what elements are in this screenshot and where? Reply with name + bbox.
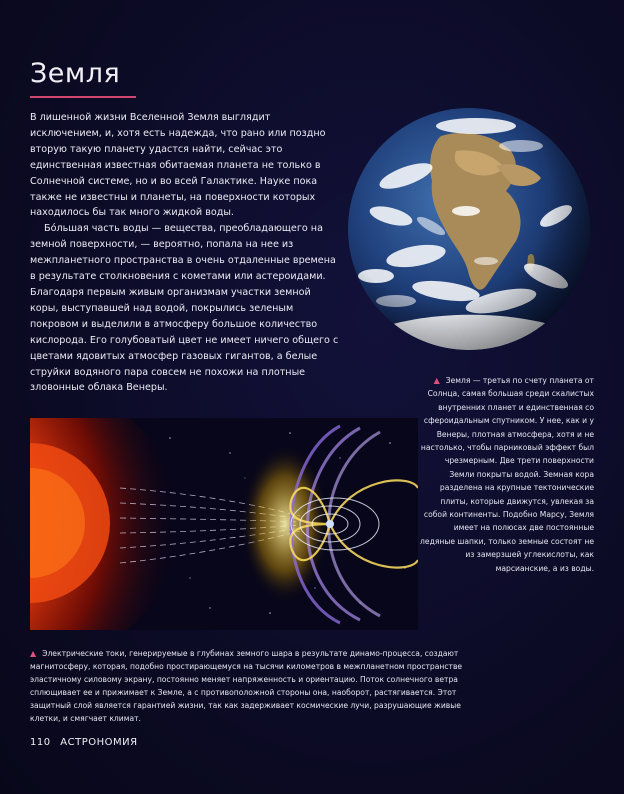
earth-caption-text: Земля — третья по счету планета от Солнца, самая большая среди скалистых внутренних планет и единственная со сфероидальным спутником. У нее, как и у Венеры, плотная атмосфера, хотя и не настолько, чтобы парниковый эффект был чрезмерным. Две трети поверхности Земли покрыты водой. Земная кора разделена на крупные тектонические плиты, которые движутся, увлекая за собой континенты. Подобно Марсу, Земля имеет на полюсах две постоянные ледяные шапки, только земные состоят не из замерзшей углекислоты, как марсианские, а из воды. [420, 376, 594, 573]
body-paragraph-1: В лишенной жизни Вселенной Земля выглядит исключением, и, хотя есть надежда, что рано или поздно вторую такую планету удастся найти, сейчас это единственная известная обитаемая планета не только в Солнечной системе, но и во всей Галактике. Науке пока также не известны и планеты, на поверхности которых находилось бы так много жидкой воды. [30, 112, 326, 219]
page-footer [30, 737, 138, 748]
magnetosphere-caption [30, 648, 480, 725]
magnetosphere-image [30, 418, 418, 630]
triangle-up-icon: ▲ [433, 376, 440, 385]
earth-image [346, 106, 592, 352]
body-paragraph-2: Бóльшая часть воды — вещества, преобладающего на земной поверхности, — вероятно, попала на нее из межпланетного пространства в очень отдаленные времена в результате столкновения с кометами или астероидами. Благодаря первым живым организмам участки земной коры, выступавшей над водой, покрылись зеленым покровом и выделили в атмосферу большое количество кислорода. Его голубоватый цвет не имеет ничего общего с цветами ядовитых атмосфер газовых гигантов, а белые струйки водяного пара совсем не похожи на плотные зловонные облака Венеры. [30, 223, 339, 394]
earth-caption [420, 374, 594, 575]
section-name: АСТРОНОМИЯ [60, 737, 138, 748]
title-underline [30, 96, 136, 98]
page-number: 110 [30, 737, 51, 748]
triangle-up-icon: ▲ [30, 649, 37, 658]
page-title: Земля [30, 58, 121, 89]
body-text [30, 110, 342, 396]
magnetosphere-caption-text: Электрические токи, генерируемые в глубинах земного шара в результате динамо-процесса, создают магнитосферу, которая, подобно простирающемуся на тысячи километров в межпланетном пространстве эластичному силовому экрану, постоянно меняет напряженность и ориентацию. Поток солнечного ветра сплющивает ее и прижимает к Земле, а с противоположной стороны она, наоборот, растягивается. Этот защитный слой является гарантией жизни, так как задерживает космические лучи, разрушающие живые клетки, и смягчает климат. [30, 649, 463, 723]
